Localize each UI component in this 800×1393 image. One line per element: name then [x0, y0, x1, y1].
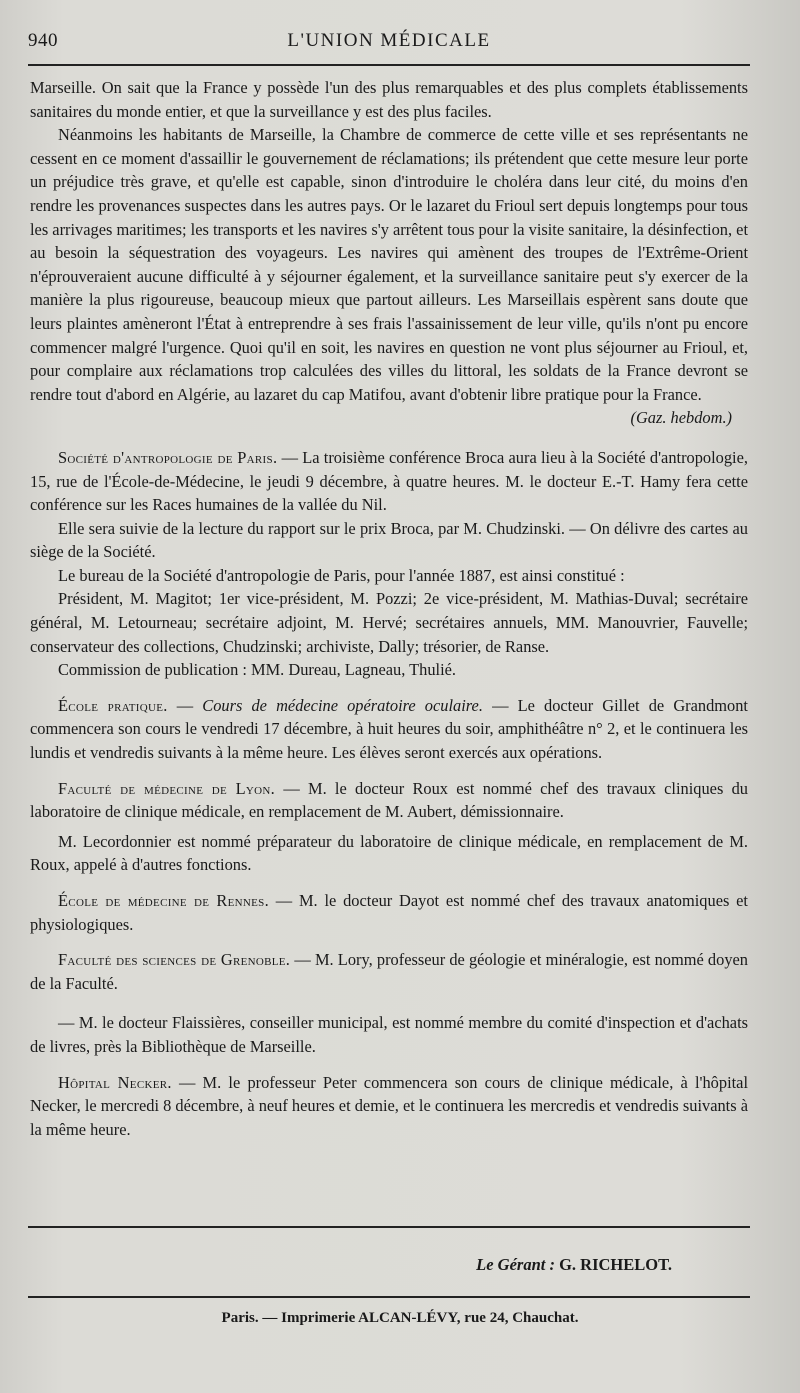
notice-paragraph: Président, M. Magitot; 1er vice-président, M. Pozzi; 2e vice-président, M. Mathias-Duval; secrétaire général, M. Letourneau; secrétaire adjoint, M. Hervé; secrétaires annuels, MM. Manouvrier, Fauvelle; conservateur des collections, Chudzinski; archiviste, Dally; trésorier, de Ranse. [30, 589, 748, 656]
notice-title: Hôpital Necker. [58, 1072, 172, 1092]
notice-text: — Le docteur Gillet de Grandmont commencera son cours le vendredi 17 décembre, à huit heures du soir, amphithéâtre n° 2, et le continuera les lundis et vendredis suivants à la même heure. Les élèves seront exercés aux opérations. [30, 695, 748, 763]
notice-title: Société d'antropologie de Paris. [58, 447, 278, 467]
notice-paragraph: Commission de publication : MM. Dureau, Lagneau, Thulié. [58, 660, 457, 680]
notice-ecole-pratique: École pratique. — Cours de médecine opératoire oculaire. — Le docteur Gillet de Grandmont commencera son cours le vendredi 17 décembre, à huit heures du soir, amphithéâtre n° 2, et le continuera les lundis et vendredis suivants à la même heure. Les élèves seront exercés aux opérations. [30, 695, 748, 763]
page-body [30, 76, 748, 1141]
notice-anthropology [30, 446, 748, 517]
course-title: Cours de médecine opératoire oculaire. [202, 695, 483, 715]
page-header [28, 26, 750, 60]
gerant-name: G. RICHELOT. [554, 1255, 672, 1274]
notice-text: — M. Lory, professeur de géologie et minéralogie, est nommé doyen de la Faculté. [30, 950, 748, 993]
article-paragraph: Néanmoins les habitants de Marseille, la Chambre de commerce de cette ville et ses représentants ne cessent en ce moment d'assaillir le gouvernement de réclamations; ils prétendent que cette mesure leur porte un préjudice très grave, et qu'elle est capable, sinon d'introduire le choléra dans leur cité, du moins d'en rendre les provenances suspectes dans les autres pays. Or le lazaret du Frioul sert depuis longtemps pour tous les arrivages maritimes; les transports et les navires s'y arrêtent tous pour la visite sanitaire, la désinfection, et au besoin la séquestration des voyageurs. Les navires qui amènent des troupes de l'Extrême-Orient n'éprouveraient aucune difficulté à y séjourner également, et la surveillance sanitaire peut s'y exercer de la manière la plus rigoureuse, beaucoup mieux que partout ailleurs. Les Marseillais espèrent sans doute que leurs plaintes amèneront l'État à entreprendre à ses frais l'assainissement de leur ville, qu'ils n'ont pu encore commencer malgré l'urgence. Quoi qu'il en soit, les navires en question ne vont plus séjourner au Frioul, et, pour complaire aux réclamations trop calculées des villes du littoral, les soldats de la France devront se rendre tout d'abord en Algérie, au lazaret du cap Matifou, avant d'obtenir libre pratique pour la France. [30, 125, 749, 404]
notice-title: École de médecine de Rennes. [58, 891, 269, 910]
notice-marseille-library: — M. le docteur Flaissières, conseiller municipal, est nommé membre du comité d'inspection et d'achats de livres, près la Bibliothèque de Marseille. [30, 1013, 748, 1056]
gerant-signature [476, 1255, 672, 1275]
notice-text: — M. le docteur Dayot est nommé chef des travaux anatomiques et physiologiques. [30, 891, 748, 934]
notice-grenoble [30, 948, 748, 995]
notice-text: — M. le professeur Peter commencera son cours de clinique médicale, à l'hôpital Necker, le mercredi 8 décembre, à neuf heures et demie, et le continuera les mercredis et vendredis suivants à la même heure. [30, 1072, 749, 1139]
article-source: (Gaz. hebdom.) [630, 408, 732, 428]
notice-paragraph: M. Lecordonnier est nommé préparateur du laboratoire de clinique médicale, en remplacement de M. Roux, appelé à d'autres fonctions. [30, 831, 748, 875]
header-rule [28, 64, 750, 66]
notice-text: — La troisième conférence Broca aura lieu à la Société d'antropologie, 15, rue de l'École-de-Médecine, le jeudi 9 décembre, à quatre heures. M. le docteur E.-T. Hamy fera cette conférence sur les Races humaines de la vallée du Nil. [30, 447, 748, 515]
notice-lyon [30, 777, 748, 824]
notice-rennes [30, 889, 748, 936]
notice-title: Faculté des sciences de Grenoble. [58, 950, 291, 970]
footer-rule [28, 1296, 750, 1298]
notice-title: Faculté de médecine de Lyon. [58, 778, 276, 798]
notice-paragraph: Elle sera suivie de la lecture du rapport sur le prix Broca, par M. Chudzinski. — On délivre des cartes au siège de la Société. [30, 518, 748, 562]
page-number: 940 [28, 30, 58, 51]
journal-title: L'UNION MÉDICALE [287, 30, 491, 51]
notice-necker [30, 1071, 748, 1142]
notice-text: — M. le docteur Roux est nommé chef des travaux cliniques du laboratoire de clinique médicale, en remplacement de M. Aubert, démissionnaire. [30, 778, 748, 822]
closing-rule [28, 1226, 750, 1228]
gerant-label: Le Gérant : [476, 1255, 555, 1274]
notice-paragraph: Le bureau de la Société d'antropologie de Paris, pour l'année 1887, est ainsi constitué : [58, 565, 625, 585]
notice-title: École pratique. [58, 695, 168, 715]
article-paragraph: Marseille. On sait que la France y possède l'un des plus remarquables et des plus complets établissements sanitaires du monde entier, et que la surveillance y est des plus faciles. [30, 78, 748, 121]
printer-imprint: Paris. — Imprimerie ALCAN-LÉVY, rue 24, Chauchat. [221, 1310, 579, 1326]
